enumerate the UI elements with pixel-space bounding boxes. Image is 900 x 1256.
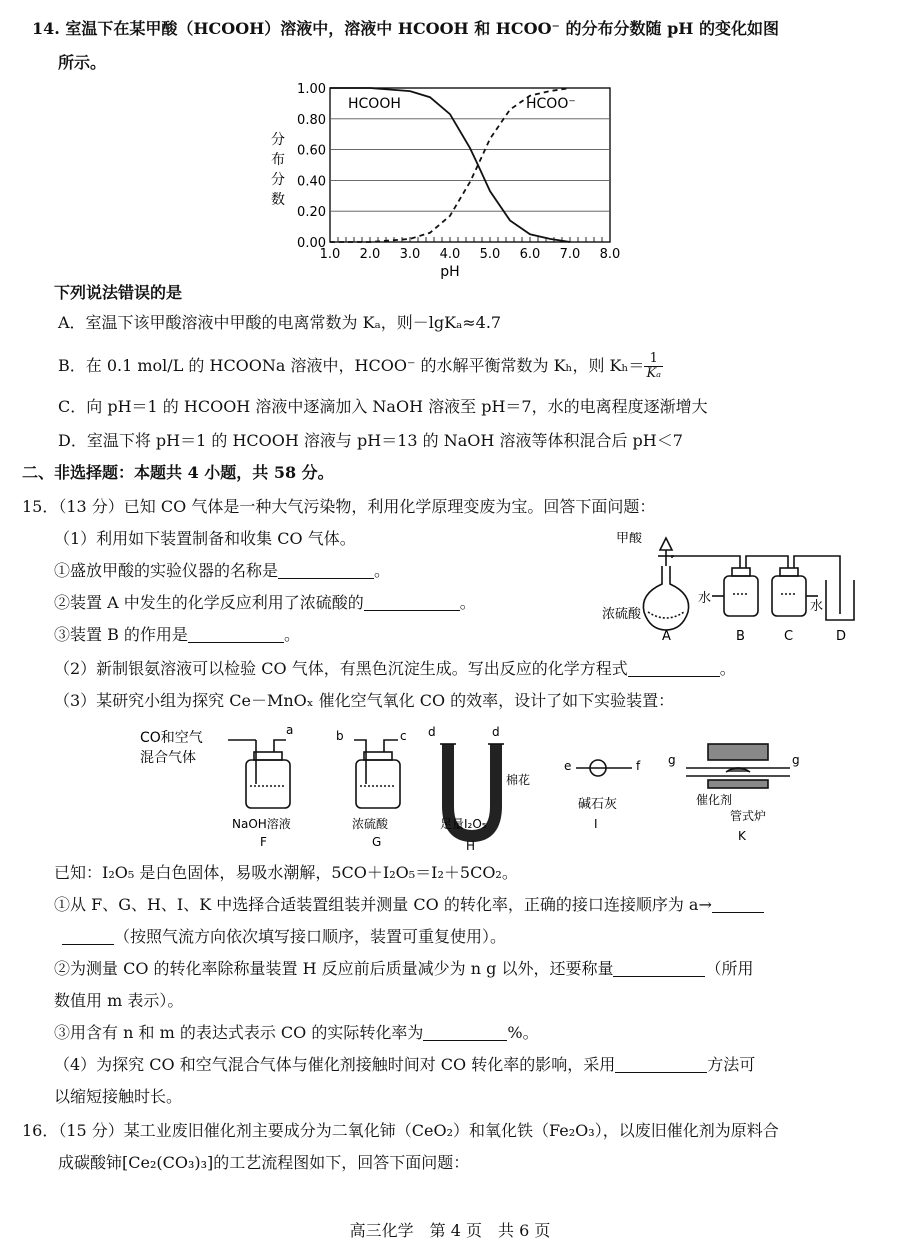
q14-option-a: A．室温下该甲酸溶液中甲酸的电离常数为 Kₐ，则－lgKₐ≈4.7 bbox=[58, 313, 502, 332]
label-b: B bbox=[736, 629, 745, 644]
q15-part1-1 bbox=[54, 560, 390, 582]
q14-option-b bbox=[58, 352, 663, 381]
port-a: a bbox=[286, 724, 294, 737]
page-footer: 高三化学 第 4 页 共 6 页 bbox=[349, 1221, 551, 1240]
answer-blank[interactable] bbox=[712, 896, 764, 913]
answer-blank[interactable] bbox=[628, 660, 720, 677]
q15-part3-2-text: ②为测量 CO 的转化率除称量装置 H 反应前后质量减少为 n g 以外，还要称量 bbox=[54, 959, 614, 978]
answer-blank[interactable] bbox=[423, 1024, 507, 1041]
x-tick-label: 3.0 bbox=[399, 247, 421, 262]
label-d: D bbox=[836, 629, 847, 644]
q15-part3-1 bbox=[54, 894, 764, 916]
q15-part3-1b-text: （按照气流方向依次填写接口顺序，装置可重复使用）。 bbox=[114, 927, 507, 946]
label-catalyst: 催化剂 bbox=[696, 793, 733, 807]
port-d-right: d bbox=[492, 725, 500, 739]
fraction-denominator: Kₐ bbox=[646, 366, 662, 381]
port-c: c bbox=[400, 729, 407, 743]
x-axis-label: pH bbox=[440, 264, 460, 280]
label-k: K bbox=[738, 829, 746, 843]
apparatus-figure-fghik bbox=[140, 724, 820, 852]
q15-part2-text: （2）新制银氨溶液可以检验 CO 气体，有黑色沉淀生成。写出反应的化学方程式 bbox=[54, 659, 628, 678]
label-i2o5: 足量I₂O₅ bbox=[440, 817, 487, 831]
svg-text:布: 布 bbox=[271, 152, 285, 168]
port-f: f bbox=[636, 759, 641, 773]
label-i: I bbox=[594, 817, 598, 831]
label-conc-sulfuric: 浓硫酸 bbox=[602, 607, 642, 622]
port-g-left: g bbox=[668, 753, 676, 767]
x-tick-label: 4.0 bbox=[439, 247, 461, 262]
q15-part3-3-end: %。 bbox=[507, 1023, 539, 1042]
q16-stem-line2: 成碳酸铈[Ce₂(CO₃)₃]的工艺流程图如下，回答下面问题： bbox=[58, 1153, 470, 1172]
port-d-left: d bbox=[428, 725, 436, 739]
q14-prompt: 下列说法错误的是 bbox=[54, 283, 183, 302]
q15-part3-3-text: ③用含有 n 和 m 的表达式表示 CO 的实际转化率为 bbox=[54, 1023, 424, 1042]
y-tick-label: 0.60 bbox=[297, 143, 326, 159]
q15-part3: （3）某研究小组为探究 Ce－MnOₓ 催化空气氧化 CO 的效率，设计了如下实验装置： bbox=[54, 691, 675, 710]
label-a: A bbox=[662, 629, 671, 644]
x-tick-label: 1.0 bbox=[319, 247, 341, 262]
answer-blank[interactable] bbox=[615, 1056, 707, 1073]
q15-stem: 15．（13 分）已知 CO 气体是一种大气污染物，利用化学原理变废为宝。回答下面问题： bbox=[22, 497, 656, 516]
apparatus-figure-abcd bbox=[600, 532, 880, 644]
q15-part4b: 以缩短接触时长。 bbox=[54, 1087, 183, 1106]
q15-part1-2 bbox=[54, 592, 476, 614]
answer-blank[interactable] bbox=[364, 594, 460, 611]
svg-text:分: 分 bbox=[271, 172, 285, 188]
q15-part4 bbox=[54, 1054, 755, 1076]
q15-part3-2-end: （所用 bbox=[705, 959, 754, 978]
q15-part1-3-text: ③装置 B 的作用是 bbox=[54, 625, 188, 644]
q16-stem-line1: 16．（15 分）某工业废旧催化剂主要成分为二氧化铈（CeO₂）和氧化铁（Fe₂O₃），以废旧催化剂为原料合 bbox=[22, 1121, 779, 1140]
y-axis-label bbox=[271, 132, 285, 208]
q14-stem-line2: 所示。 bbox=[58, 53, 107, 72]
port-g-right: g bbox=[792, 753, 800, 767]
label-naoh: NaOH溶液 bbox=[232, 817, 291, 831]
x-tick-label: 8.0 bbox=[599, 247, 621, 262]
q15-part3-1b bbox=[62, 926, 506, 948]
y-tick-label: 1.00 bbox=[297, 82, 326, 97]
svg-text:分: 分 bbox=[271, 132, 285, 148]
x-tick-label: 6.0 bbox=[519, 247, 541, 262]
q15-part2 bbox=[54, 658, 736, 680]
q15-part1: （1）利用如下装置制备和收集 CO 气体。 bbox=[54, 529, 356, 548]
q15-part1-2-end: 。 bbox=[459, 593, 476, 612]
label-conc-sulfuric-g: 浓硫酸 bbox=[352, 817, 389, 831]
fraction-numerator: 1 bbox=[644, 352, 663, 367]
section-heading: 二、非选择题：本题共 4 小题，共 58 分。 bbox=[22, 463, 334, 482]
label-co-air-2: 混合气体 bbox=[140, 750, 196, 766]
q15-part1-1-text: ①盛放甲酸的实验仪器的名称是 bbox=[54, 561, 279, 580]
series-label-hcooh: HCOOH bbox=[348, 96, 401, 112]
label-water-c: 水 bbox=[810, 599, 824, 614]
q15-part4-end: 方法可 bbox=[707, 1055, 756, 1074]
label-water-b: 水 bbox=[698, 591, 712, 606]
q15-part3-2 bbox=[54, 958, 753, 980]
answer-blank[interactable] bbox=[278, 562, 374, 579]
label-formic-acid: 甲酸 bbox=[616, 532, 643, 546]
distribution-chart bbox=[262, 80, 622, 282]
answer-blank[interactable] bbox=[62, 928, 114, 945]
x-tick-label: 2.0 bbox=[359, 247, 381, 262]
q15-known: 已知：I₂O₅ 是白色固体，易吸水潮解，5CO＋I₂O₅＝I₂＋5CO₂。 bbox=[54, 863, 518, 882]
q14-option-d: D．室温下将 pH＝1 的 HCOOH 溶液与 pH＝13 的 NaOH 溶液等体积混合后 pH＜7 bbox=[58, 431, 683, 450]
label-f: F bbox=[260, 835, 267, 849]
svg-text:数: 数 bbox=[271, 192, 285, 208]
q14-stem-line1: 14. 室温下在某甲酸（HCOOH）溶液中，溶液中 HCOOH 和 HCOO⁻ 的分布分数随 pH 的变化如图 bbox=[32, 19, 779, 38]
port-e: e bbox=[564, 759, 572, 773]
q15-part1-3-end: 。 bbox=[283, 625, 300, 644]
label-furnace: 管式炉 bbox=[730, 809, 767, 823]
q14-option-b-text: B．在 0.1 mol/L 的 HCOONa 溶液中，HCOO⁻ 的水解平衡常数为 Kₕ，则 Kₕ＝ bbox=[58, 356, 645, 375]
label-g: G bbox=[372, 835, 382, 849]
answer-blank[interactable] bbox=[613, 960, 705, 977]
label-co-air-1: CO和空气 bbox=[140, 730, 203, 746]
label-cotton: 棉花 bbox=[506, 773, 531, 787]
y-tick-label: 0.40 bbox=[297, 174, 326, 190]
q15-part1-3 bbox=[54, 624, 300, 646]
q14-option-b-fraction bbox=[644, 352, 663, 381]
x-tick-label: 7.0 bbox=[559, 247, 581, 262]
y-tick-label: 0.00 bbox=[297, 236, 326, 251]
q15-part1-1-end: 。 bbox=[374, 561, 391, 580]
port-b: b bbox=[336, 729, 344, 743]
series-label-hcoo: HCOO⁻ bbox=[526, 96, 576, 112]
y-tick-label: 0.80 bbox=[297, 112, 326, 128]
x-tick-label: 5.0 bbox=[479, 247, 501, 262]
q15-part3-2b: 数值用 m 表示）。 bbox=[54, 991, 184, 1010]
label-soda-lime: 碱石灰 bbox=[578, 797, 618, 812]
label-c: C bbox=[784, 629, 794, 644]
q15-part2-end: 。 bbox=[719, 659, 736, 678]
q15-part1-2-text: ②装置 A 中发生的化学反应利用了浓硫酸的 bbox=[54, 593, 364, 612]
y-tick-label: 0.20 bbox=[297, 205, 326, 221]
label-h: H bbox=[466, 839, 476, 852]
answer-blank[interactable] bbox=[188, 626, 284, 643]
q14-option-c: C．向 pH＝1 的 HCOOH 溶液中逐滴加入 NaOH 溶液至 pH＝7，水的电离程度逐渐增大 bbox=[58, 397, 708, 416]
q15-part4-text: （4）为探究 CO 和空气混合气体与催化剂接触时间对 CO 转化率的影响，采用 bbox=[54, 1055, 616, 1074]
q15-part3-1-text: ①从 F、G、H、I、K 中选择合适装置组装并测量 CO 的转化率，正确的接口连接顺序为 a→ bbox=[54, 895, 712, 914]
q15-part3-3 bbox=[54, 1022, 539, 1044]
